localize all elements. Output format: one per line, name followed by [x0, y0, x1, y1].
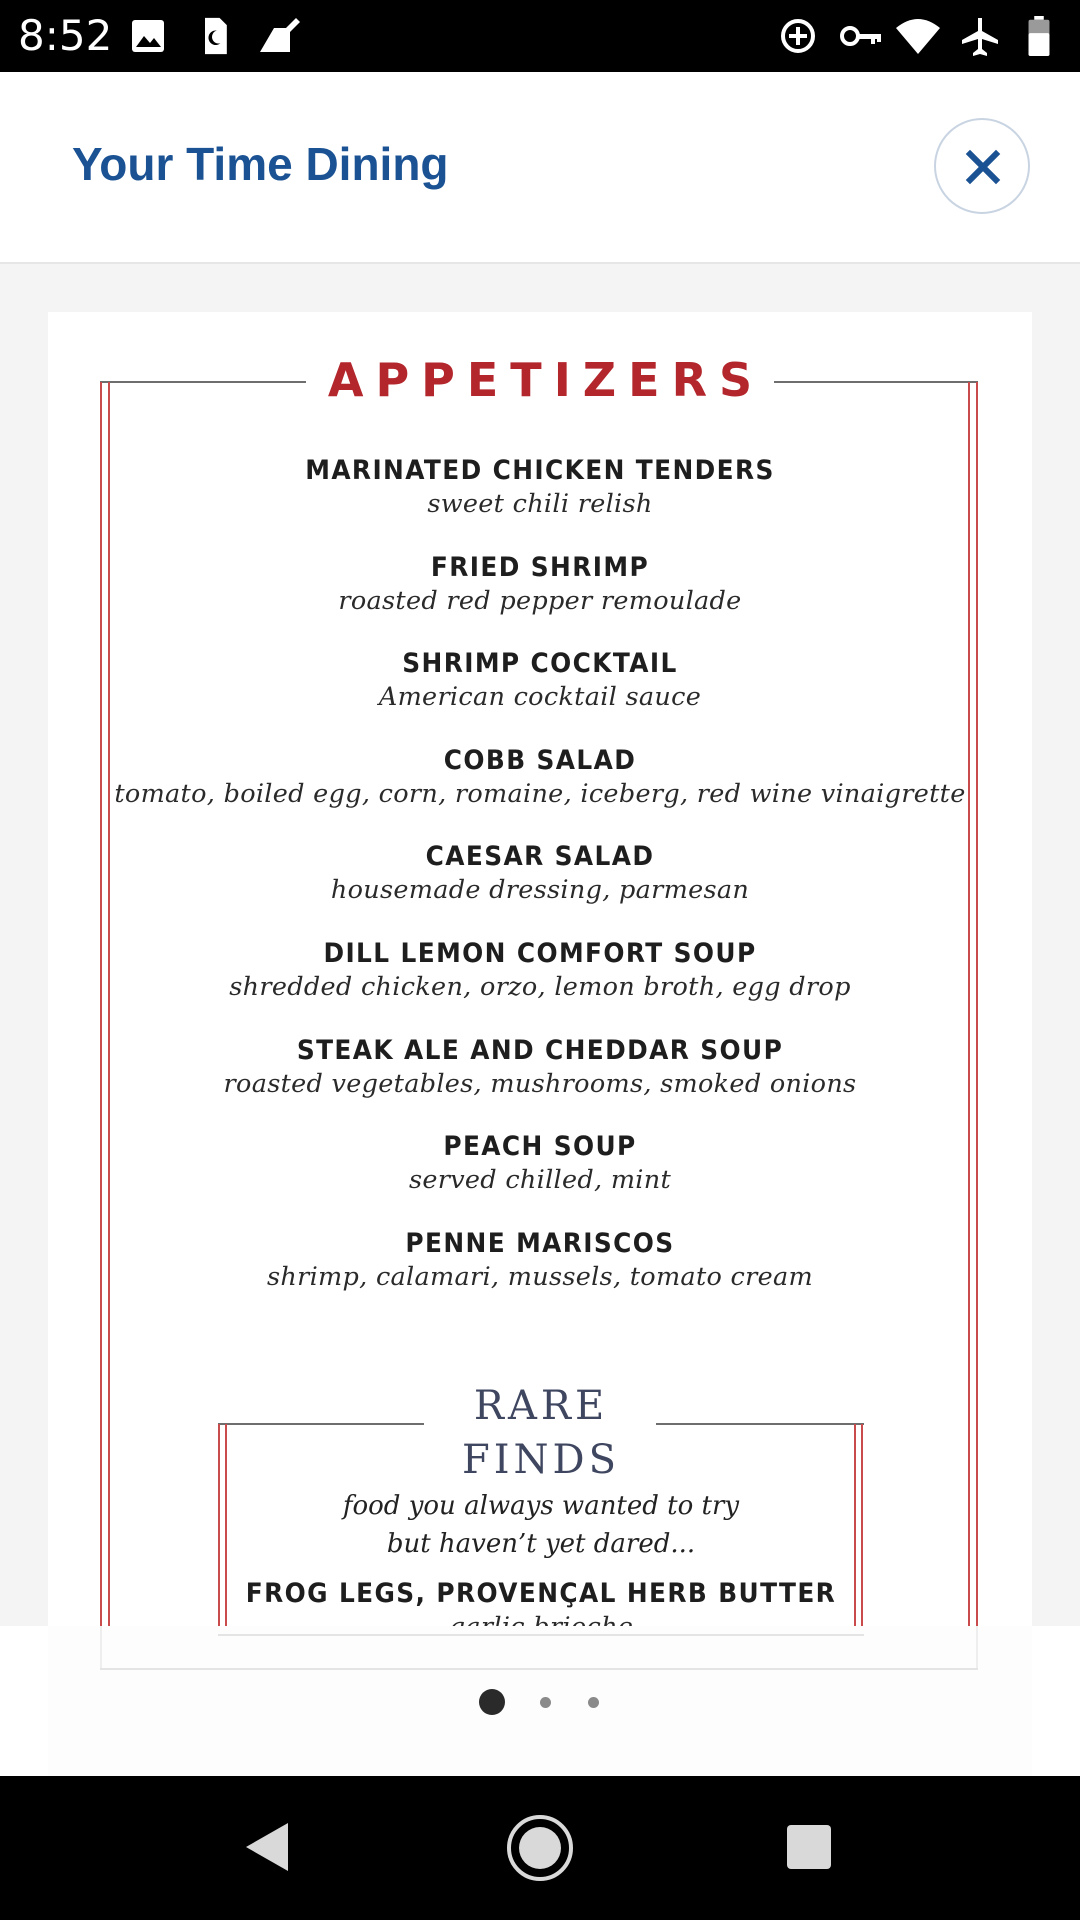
rare-finds-subtitle-line2: but haven’t yet dared...	[386, 1529, 696, 1559]
rare-finds-subtitle	[218, 1487, 864, 1563]
menu-page-viewer[interactable]	[48, 312, 1032, 1626]
frame-right-bottom	[976, 1626, 978, 1668]
rare-bottom-rule	[218, 1634, 864, 1636]
back-icon[interactable]	[244, 1821, 290, 1873]
close-icon	[962, 146, 1004, 188]
pager-dot-1[interactable]	[479, 1689, 505, 1715]
rare-finds-box	[218, 1379, 864, 1639]
cast-icon	[256, 16, 304, 56]
menu-item-name: SHRIMP COCKTAIL	[402, 648, 678, 680]
menu-item-description: roasted vegetables, mushrooms, smoked onions	[223, 1068, 857, 1099]
home-icon[interactable]	[506, 1814, 574, 1882]
menu-item	[48, 1034, 1032, 1131]
close-button[interactable]	[934, 118, 1030, 214]
sim-card-icon	[200, 16, 230, 56]
status-bar	[0, 0, 1080, 72]
airplane-icon	[958, 16, 1002, 56]
menu-item-name: PEACH SOUP	[443, 1131, 637, 1163]
rare-finds-title	[218, 1379, 864, 1487]
menu-item	[48, 1130, 1032, 1227]
rare-finds-title-line1: RARE	[473, 1383, 609, 1429]
menu-item-description: tomato, boiled egg, corn, romaine, iceberg, red wine vinaigrette	[114, 778, 966, 809]
pager-dot-2[interactable]	[540, 1697, 551, 1708]
menu-item-description: sweet chili relish	[427, 489, 653, 519]
section-heading-text: APPETIZERS	[306, 353, 774, 407]
vpn-key-icon	[838, 16, 882, 56]
menu-item	[48, 744, 1032, 841]
menu-item-name: CAESAR SALAD	[425, 841, 655, 873]
menu-item	[48, 647, 1032, 744]
pager-dot-3[interactable]	[588, 1697, 599, 1708]
menu-item-description: American cocktail sauce	[378, 682, 702, 713]
section-heading	[48, 352, 1032, 408]
rare-finds-subtitle-line1: food you always wanted to try	[342, 1491, 740, 1521]
dialog-header	[0, 72, 1080, 264]
menu-item-name: DILL LEMON COMFORT SOUP	[323, 937, 757, 969]
data-saver-icon	[778, 16, 818, 56]
image-icon	[130, 16, 166, 56]
wifi-icon	[894, 16, 942, 56]
frame-bottom-rule	[100, 1668, 978, 1670]
menu-item-name: STEAK ALE AND CHEDDAR SOUP	[296, 1034, 784, 1066]
pager-area	[0, 1626, 1080, 1776]
menu-item-description: roasted red pepper remoulade	[338, 585, 742, 616]
battery-icon	[1026, 16, 1052, 56]
menu-item-name: COBB SALAD	[443, 744, 637, 776]
menu-item-name: FRIED SHRIMP	[430, 551, 650, 583]
menu-item-description: served chilled, mint	[408, 1165, 672, 1196]
menu-item-name: PENNE MARISCOS	[405, 1227, 675, 1259]
navigation-bar	[0, 1776, 1080, 1920]
menu-item	[48, 840, 1032, 937]
status-time: 8:52	[18, 11, 113, 60]
menu-item-list	[48, 454, 1032, 1323]
menu-item-description: shrimp, calamari, mussels, tomato cream	[266, 1261, 813, 1292]
menu-item	[48, 551, 1032, 648]
page-title: Your Time Dining	[72, 138, 449, 190]
menu-item-name: FROG LEGS, PROVENÇAL HERB BUTTER	[245, 1578, 837, 1609]
menu-item-description: shredded chicken, orzo, lemon broth, egg drop	[229, 971, 851, 1002]
menu-item-name: MARINATED CHICKEN TENDERS	[305, 455, 775, 486]
rare-finds-title-line2: FINDS	[461, 1437, 621, 1483]
menu-item-description: housemade dressing, parmesan	[330, 875, 750, 906]
menu-item	[48, 1227, 1032, 1324]
frame-left-bottom	[100, 1626, 102, 1668]
menu-item	[48, 937, 1032, 1034]
recents-icon[interactable]	[786, 1824, 832, 1870]
menu-item	[48, 454, 1032, 551]
